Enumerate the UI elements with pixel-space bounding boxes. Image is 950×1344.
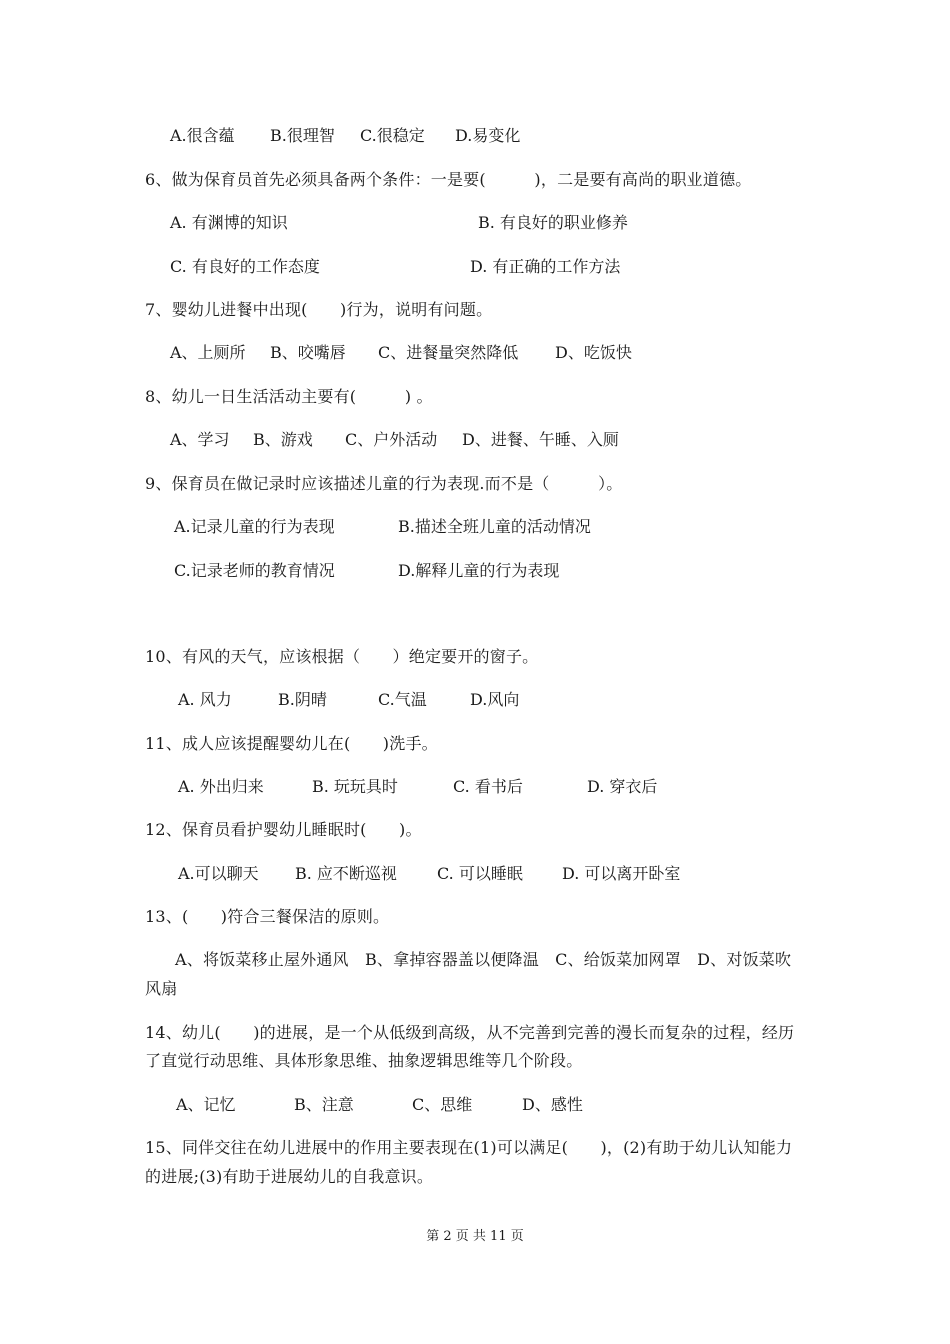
q6-option-b: B. 有良好的职业修养 <box>478 213 628 232</box>
q11-option-a: A. 外出归来 <box>178 777 264 796</box>
q5-option-a: A.很含蕴 <box>170 126 235 145</box>
question-11-stem: 11、成人应该提醒婴幼儿在( )洗手。 <box>145 734 438 753</box>
question-9-stem: 9、保育员在做记录时应该描述儿童的行为表现.而不是（ ）。 <box>145 474 623 493</box>
page-number-footer: 第 2 页 共 11 页 <box>426 1229 524 1244</box>
q7-option-c: C、进餐量突然降低 <box>378 343 519 362</box>
q10-option-b: B.阴晴 <box>278 690 327 709</box>
q9-option-c: C.记录老师的教育情况 <box>174 561 335 580</box>
q5-option-c: C.很稳定 <box>360 126 425 145</box>
q6-option-a: A. 有渊博的知识 <box>170 213 288 232</box>
q13-options-continued: 风扇 <box>145 979 178 998</box>
q6-option-d: D. 有正确的工作方法 <box>470 257 621 276</box>
q5-option-d: D.易变化 <box>455 126 521 145</box>
q10-option-c: C.气温 <box>378 690 427 709</box>
q14-option-a: A、记忆 <box>176 1095 236 1114</box>
q11-option-c: C. 看书后 <box>453 777 523 796</box>
q6-option-c: C. 有良好的工作态度 <box>170 257 320 276</box>
q10-option-a: A. 风力 <box>178 690 232 709</box>
q12-option-a: A.可以聊天 <box>178 864 259 883</box>
q12-option-d: D. 可以离开卧室 <box>562 864 681 883</box>
q10-option-d: D.风向 <box>470 690 520 709</box>
question-6-stem: 6、做为保育员首先必须具备两个条件：一是要( )，二是要有高尚的职业道德。 <box>145 170 752 189</box>
question-8-stem: 8、幼儿一日生活活动主要有( ) 。 <box>145 387 433 406</box>
question-14-stem: 14、幼儿( )的进展，是一个从低级到高级，从不完善到完善的漫长而复杂的过程，经历 <box>145 1023 795 1042</box>
q9-option-d: D.解释儿童的行为表现 <box>398 561 560 580</box>
question-15-stem: 15、同伴交往在幼儿进展中的作用主要表现在(1)可以满足( )，(2)有助于幼儿认知能力 <box>145 1138 793 1157</box>
q11-option-b: B. 玩玩具时 <box>312 777 398 796</box>
q7-option-a: A、上厕所 <box>170 343 246 362</box>
q9-option-a: A.记录儿童的行为表现 <box>174 517 335 536</box>
question-15-stem-continued: 的进展;(3)有助于进展幼儿的自我意识。 <box>145 1167 434 1186</box>
q8-option-a: A、学习 <box>170 430 230 449</box>
q9-option-b: B.描述全班儿童的活动情况 <box>398 517 591 536</box>
q5-option-b: B.很理智 <box>270 126 335 145</box>
q7-option-b: B、咬嘴唇 <box>270 343 346 362</box>
q11-option-d: D. 穿衣后 <box>587 777 658 796</box>
q8-option-d: D、进餐、午睡、入厕 <box>462 430 619 449</box>
q12-option-b: B. 应不断巡视 <box>295 864 397 883</box>
question-14-stem-continued: 了直觉行动思维、具体形象思维、抽象逻辑思维等几个阶段。 <box>145 1051 583 1070</box>
question-7-stem: 7、婴幼儿进餐中出现( )行为，说明有问题。 <box>145 300 493 319</box>
question-12-stem: 12、保育员看护婴幼儿睡眠时( )。 <box>145 820 422 839</box>
q14-option-c: C、思维 <box>412 1095 473 1114</box>
question-13-stem: 13、( )符合三餐保洁的原则。 <box>145 907 390 926</box>
q12-option-c: C. 可以睡眠 <box>437 864 523 883</box>
q14-option-b: B、注意 <box>294 1095 354 1114</box>
q8-option-b: B、游戏 <box>253 430 313 449</box>
q13-options: A、将饭菜移止屋外通风 B、拿掉容器盖以便降温 C、给饭菜加网罩 D、对饭菜吹 <box>175 950 792 969</box>
q7-option-d: D、吃饭快 <box>555 343 632 362</box>
q14-option-d: D、感性 <box>522 1095 583 1114</box>
q8-option-c: C、户外活动 <box>345 430 438 449</box>
question-10-stem: 10、有风的天气，应该根据（ ）绝定要开的窗子。 <box>145 647 539 666</box>
